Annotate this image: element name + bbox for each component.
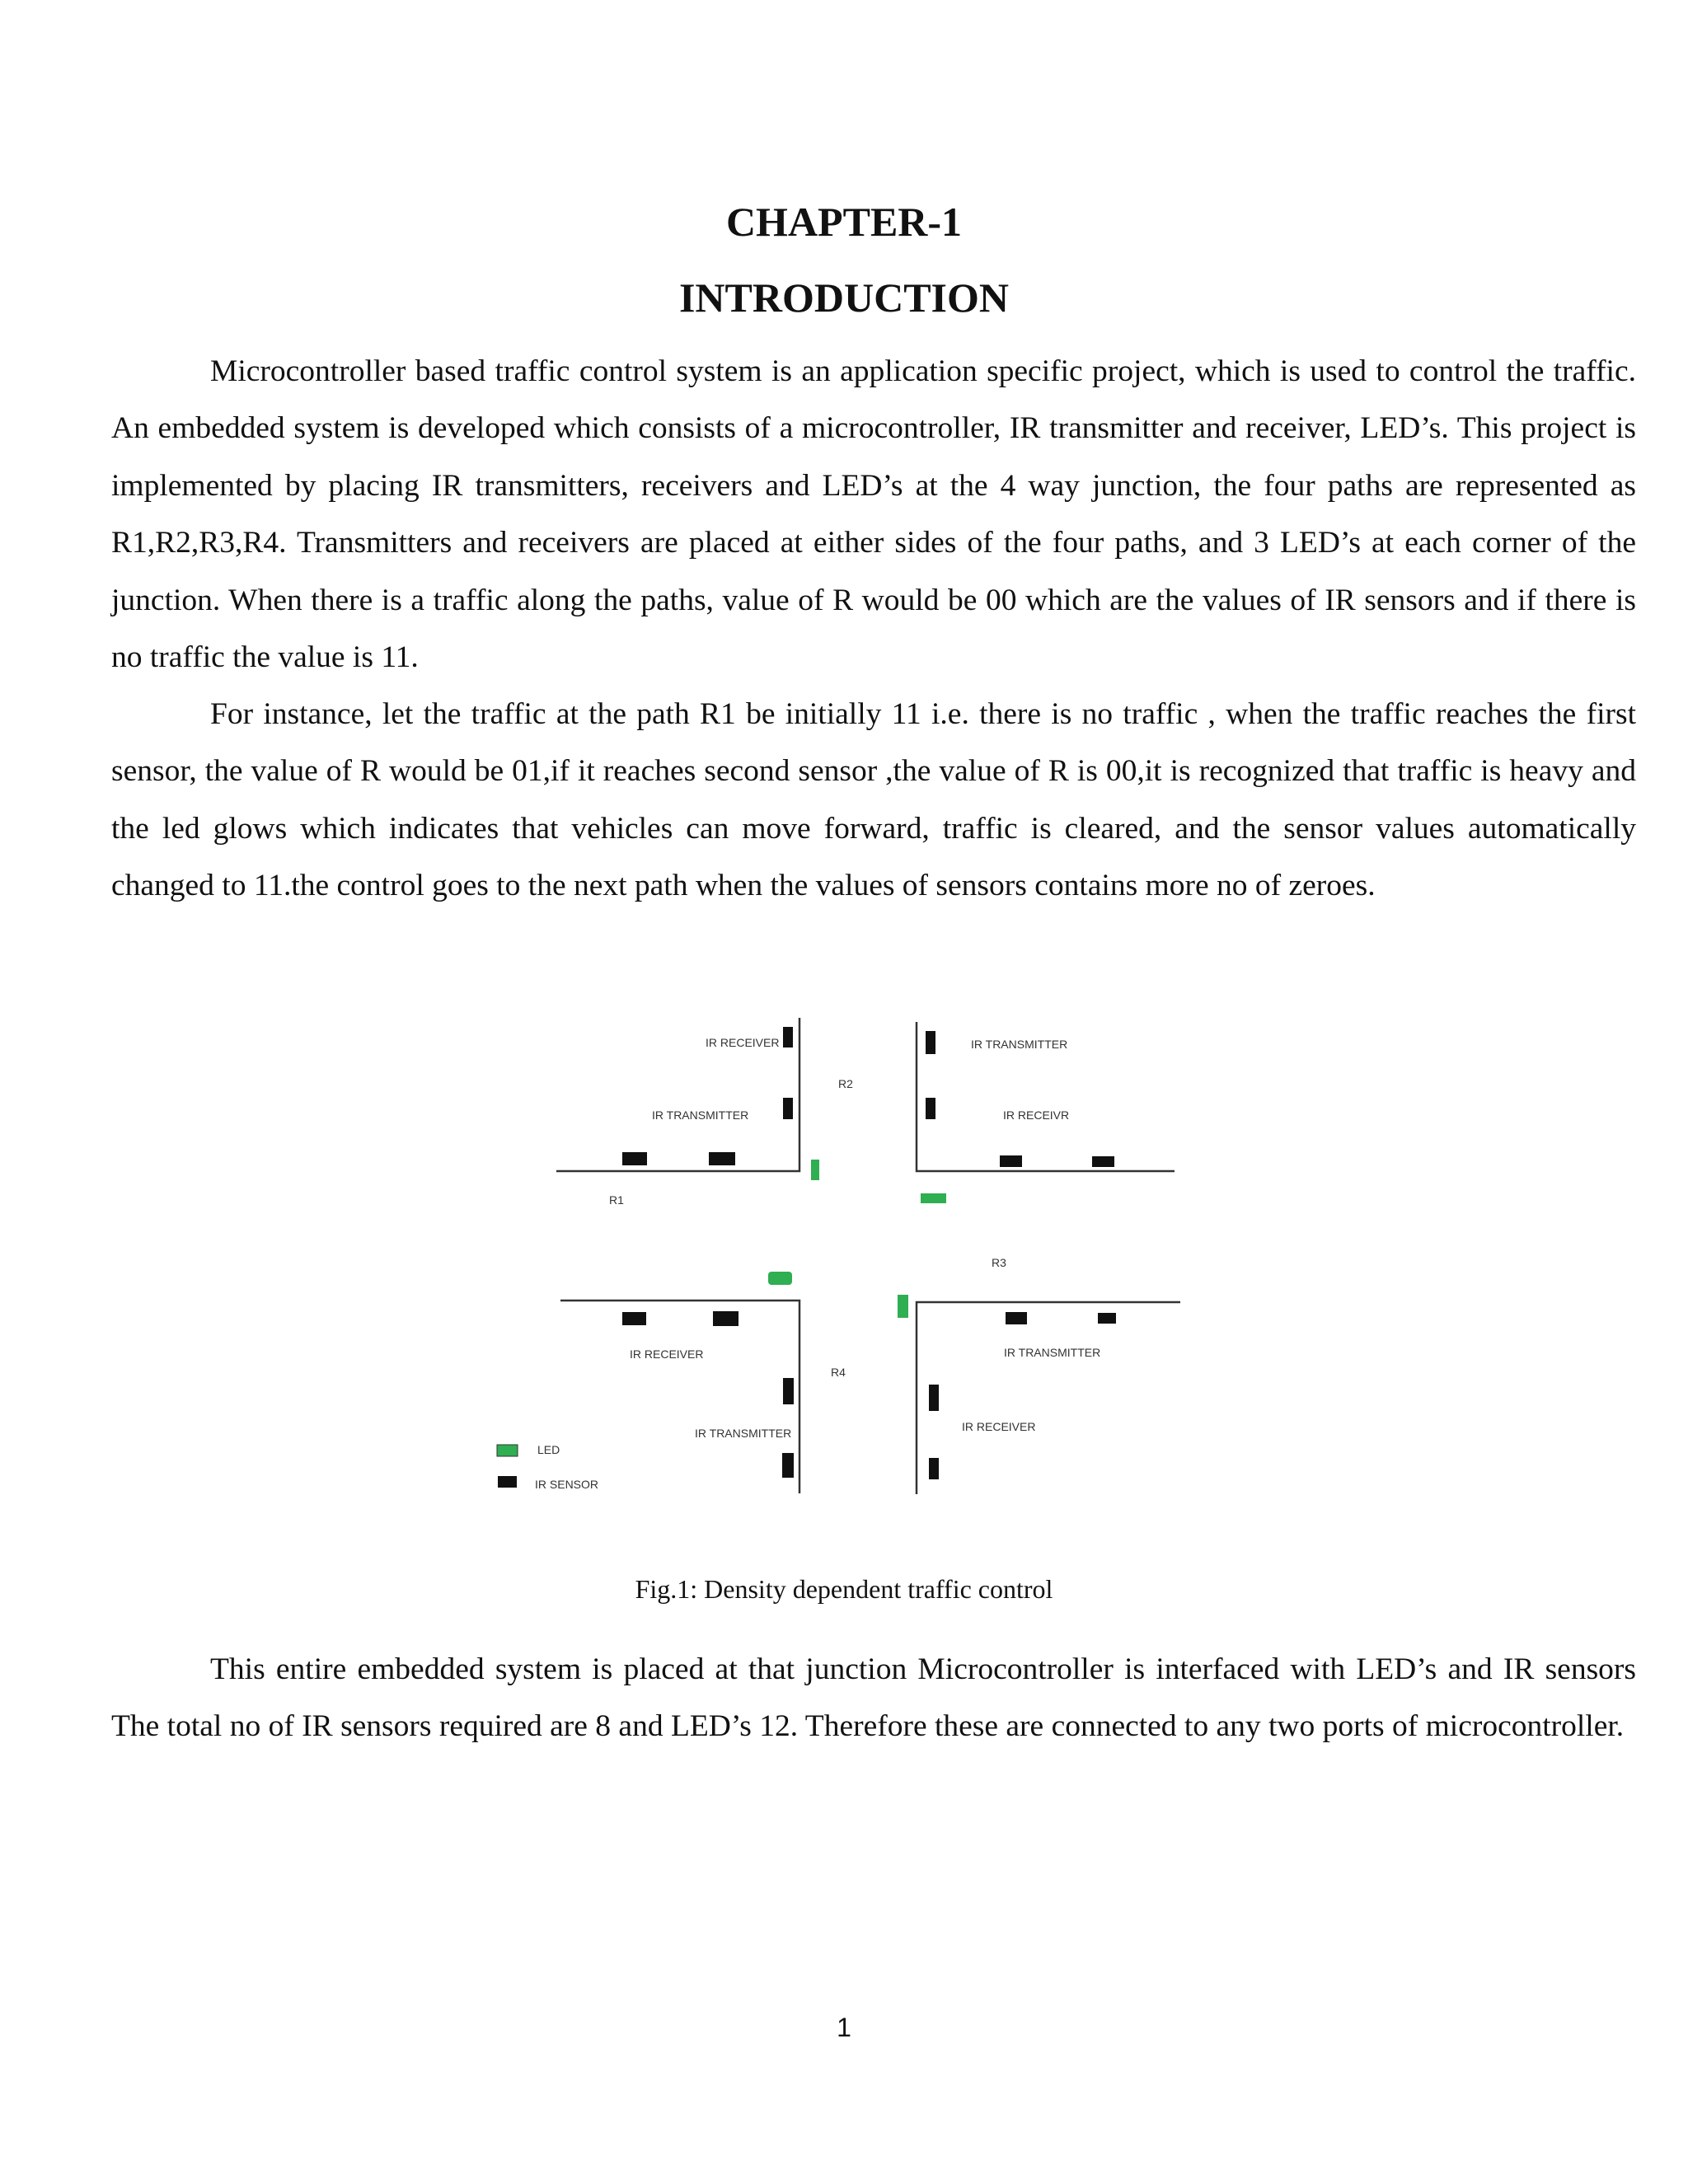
label-r3: R3	[992, 1256, 1006, 1269]
figure-caption: Fig.1: Density dependent traffic control	[635, 1574, 1053, 1604]
road-edge-bottom-right	[917, 1302, 1180, 1494]
legend-led-label: LED	[537, 1443, 560, 1456]
ir-sensor	[1098, 1313, 1116, 1324]
ir-sensor	[709, 1152, 735, 1165]
ir-sensor	[782, 1453, 794, 1478]
label-ir-transmitter-br: IR TRANSMITTER	[1004, 1346, 1101, 1359]
label-ir-receiver-tl: IR RECEIVER	[706, 1036, 780, 1049]
ir-sensor	[1000, 1155, 1022, 1167]
legend	[497, 1443, 598, 1491]
page-number: 1	[837, 2013, 851, 2042]
ir-sensor	[783, 1098, 793, 1119]
chapter-heading: CHAPTER-1	[725, 199, 963, 245]
label-ir-transmitter-tr: IR TRANSMITTER	[971, 1038, 1068, 1051]
legend-sensor-label: IR SENSOR	[535, 1478, 599, 1491]
paragraph-3: This entire embedded system is placed at that junction Microcontroller is interfaced with LED’s and IR sensors The total no of IR sensors required are 8 and LED’s 12. Therefore these are connected to any two ports of microcontroller.	[111, 1652, 1636, 1744]
ir-sensor	[929, 1385, 939, 1411]
ir-sensor	[783, 1378, 794, 1404]
section-title: INTRODUCTION	[678, 274, 1010, 321]
ir-sensor	[929, 1458, 939, 1479]
label-ir-receiver-br: IR RECEIVER	[962, 1420, 1036, 1433]
ir-sensor	[926, 1031, 935, 1054]
paragraph-1: Microcontroller based traffic control system is an application specific project, which is used to control the traffic. An embedded system is developed which consists of a microcontroller, IR transmitter and receiver, LED’s. This project is implemented by placing IR transmitters, receivers and LED’s at the 4 way junction, the four paths are represented as R1,R2,R3,R4. Transmitters and receivers are placed at either sides of the four paths, and 3 LED’s at each corner of the junction. When there is a traffic along the paths, value of R would be 00 which are the values of IR sensors and if there is no traffic the value is 11.	[111, 354, 1636, 675]
ir-sensor	[622, 1152, 647, 1165]
led	[811, 1160, 819, 1180]
junction-diagram	[0, 989, 1688, 1566]
label-ir-receiver-tr: IR RECEIVR	[1003, 1108, 1070, 1122]
ir-sensor	[1006, 1312, 1027, 1324]
ir-sensor	[783, 1027, 793, 1047]
label-r1: R1	[609, 1193, 624, 1207]
label-ir-receiver-bl: IR RECEIVER	[630, 1347, 704, 1361]
junction-diagram-svg	[0, 989, 1688, 1566]
label-r2: R2	[838, 1077, 853, 1090]
ir-sensor	[622, 1312, 646, 1325]
led	[898, 1295, 908, 1318]
road-edges	[556, 1018, 1180, 1494]
led	[921, 1193, 946, 1203]
paragraph-2: For instance, let the traffic at the path R1 be initially 11 i.e. there is no traffic , when the traffic reaches the first sensor, the value of R would be 01,if it reaches second sensor ,the value of R is 00,it is recognized that traffic is heavy and the led glows which indicates that vehicles can move forward, traffic is cleared, and the sensor values automatically changed to 11.the control goes to the next path when the values of sensors contains more no of zeroes.	[111, 697, 1636, 903]
ir-sensors	[622, 1027, 1116, 1479]
label-ir-transmitter-bl: IR TRANSMITTER	[695, 1427, 792, 1440]
label-r4: R4	[831, 1366, 846, 1379]
ir-sensor	[926, 1098, 935, 1119]
ir-sensor	[1092, 1156, 1114, 1167]
led	[768, 1272, 792, 1285]
label-ir-transmitter-tl: IR TRANSMITTER	[652, 1108, 749, 1122]
road-edge-bottom-left	[560, 1301, 799, 1493]
leds	[768, 1160, 946, 1318]
legend-led-swatch	[497, 1445, 518, 1456]
ir-sensor	[713, 1311, 738, 1326]
legend-sensor-swatch	[498, 1476, 517, 1488]
